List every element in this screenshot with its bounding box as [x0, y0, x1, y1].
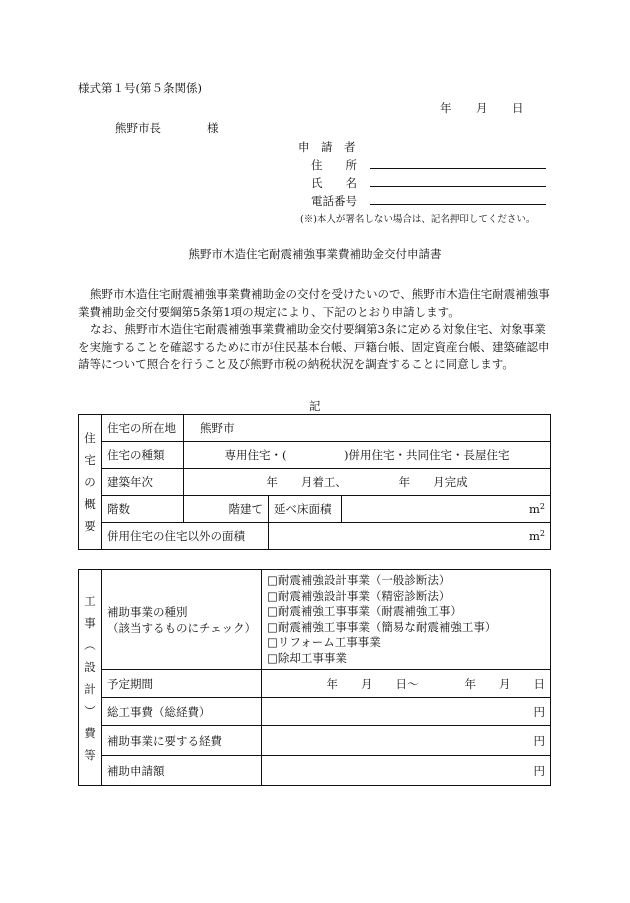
- addressee-honorific: 様: [207, 121, 219, 135]
- house-overview-table: [78, 414, 551, 550]
- cost-table: [78, 569, 551, 786]
- project-type-label: 補助事業の種別 （該当するものにチェック）: [102, 570, 262, 670]
- option-checkbox[interactable]: □除却工事事業: [267, 650, 347, 665]
- floors-label: 階数: [102, 496, 184, 523]
- subsidy-cost-label: 補助事業に要する経費: [102, 726, 262, 756]
- body-text: [78, 286, 550, 374]
- address-label: 住 所: [311, 158, 357, 172]
- option-checkbox[interactable]: □耐震補強工事事業（簡易な耐震補強工事）: [267, 619, 497, 634]
- option-checkbox[interactable]: □リフォーム工事事業: [267, 635, 381, 649]
- build-year-label: 建築年次: [102, 469, 184, 496]
- house-side-label: 住 宅 の 概 要: [79, 415, 102, 550]
- page-title: 熊野市木造住宅耐震補強事業費補助金交付申請書: [188, 247, 442, 261]
- option-checkbox[interactable]: □耐震補強工事事業（耐震補強工事）: [267, 604, 462, 618]
- option-checkbox[interactable]: □耐震補強設計事業（精密診断法）: [267, 588, 451, 603]
- subsidy-cost-value[interactable]: 円: [262, 726, 551, 756]
- form-number: 様式第１号(第５条関係): [78, 81, 202, 95]
- body-paragraph-2: なお、熊野市木造住宅耐震補強事業費補助金交付要綱第3条に定める対象住宅、対象事業を実施することを確認するために市が住民基本台帳、戸籍台帳、固定資産台帳、建築確認申請等について照合を行うこと及び熊野市税の納税状況を調査することに同意します。: [78, 322, 550, 371]
- phone-field[interactable]: [370, 204, 546, 205]
- phone-label: 電話番号: [311, 194, 357, 208]
- addressee-name: 熊野市長: [115, 121, 161, 135]
- nonresidential-area-label: 併用住宅の住宅以外の面積: [102, 523, 269, 550]
- floor-area-value[interactable]: $m^2$: [342, 496, 551, 523]
- nonresidential-area-value[interactable]: $m^2$: [269, 523, 551, 550]
- signature-note: (※)本人が署名しない場合は、記名押印してください。: [300, 214, 536, 225]
- location-value[interactable]: 熊野市: [184, 415, 551, 442]
- floor-area-label: 延べ床面積: [269, 496, 342, 523]
- name-field[interactable]: [370, 186, 546, 187]
- location-label: 住宅の所在地: [102, 415, 184, 442]
- date-line: 年 月 日: [440, 101, 524, 115]
- address-field[interactable]: [370, 168, 546, 169]
- build-year-value[interactable]: 年 月着工、 年 月完成: [184, 469, 551, 496]
- house-type-label: 住宅の種類: [102, 442, 184, 469]
- request-amount-value[interactable]: 円: [262, 756, 551, 786]
- total-cost-label: 総工事費（総経費）: [102, 698, 262, 726]
- body-paragraph-1: 熊野市木造住宅耐震補強事業費補助金の交付を受けたいので、熊野市木造住宅耐震補強事業費補助金交付要綱第5条第1項の規定により、下記のとおり申請します。: [78, 287, 550, 319]
- period-label: 予定期間: [102, 670, 262, 698]
- applicant-heading: 申 請 者: [298, 140, 356, 154]
- project-type-options: [262, 570, 551, 670]
- total-cost-value[interactable]: 円: [262, 698, 551, 726]
- ki-label: 記: [309, 399, 321, 413]
- house-type-value[interactable]: 専用住宅・( )併用住宅・共同住宅・長屋住宅: [184, 442, 551, 469]
- floors-unit[interactable]: 階建て: [184, 496, 269, 523]
- request-amount-label: 補助申請額: [102, 756, 262, 786]
- name-label: 氏 名: [311, 176, 357, 190]
- period-value[interactable]: 年 月 日～ 年 月 日: [262, 670, 551, 698]
- option-checkbox[interactable]: □耐震補強設計事業（一般診断法）: [267, 573, 451, 587]
- cost-side-label: 工 事 ︵ 設 計 ︶ 費 等: [79, 570, 102, 786]
